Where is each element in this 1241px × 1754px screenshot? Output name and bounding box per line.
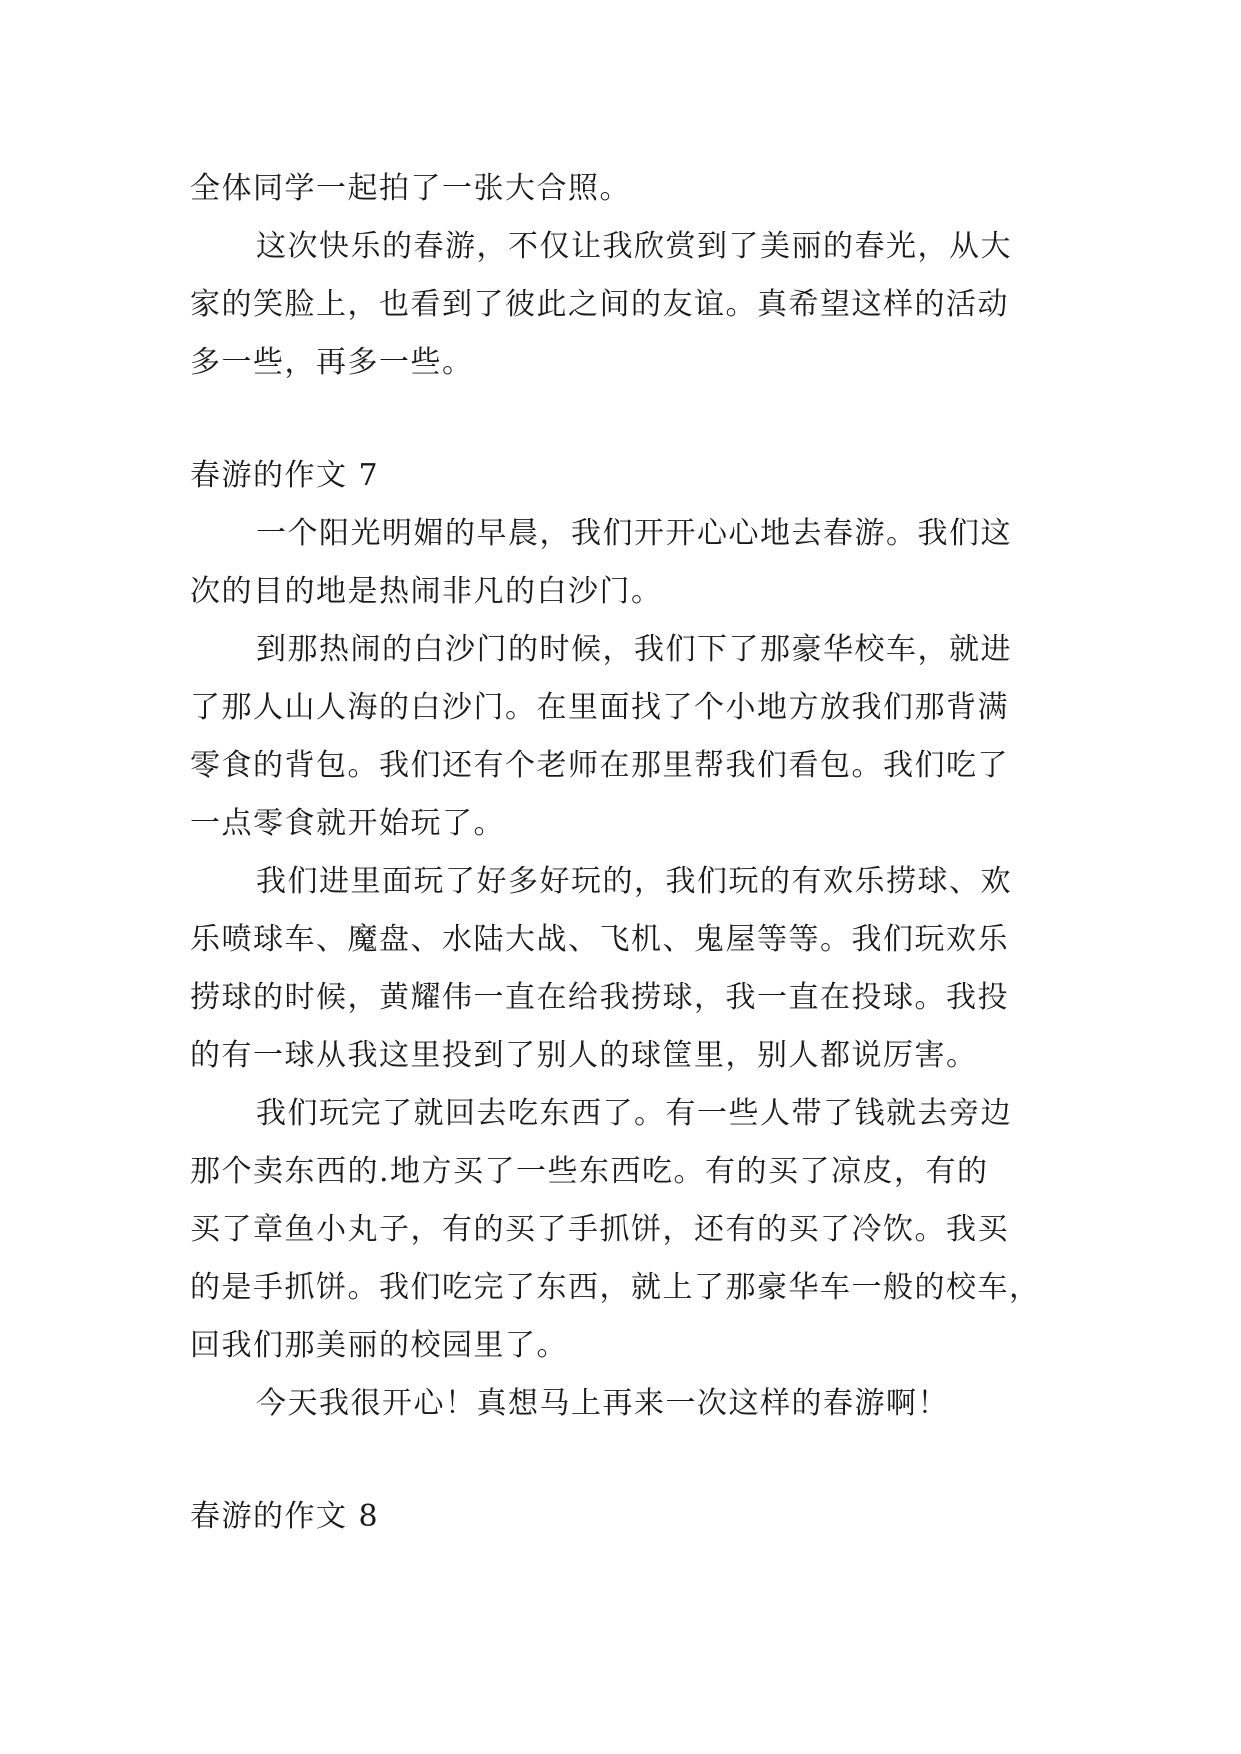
text-line: 乐喷球车、魔盘、水陆大战、飞机、鬼屋等等。我们玩欢乐 bbox=[190, 922, 1009, 957]
text-line: 的有一球从我这里投到了别人的球筐里，别人都说厉害。 bbox=[190, 1038, 978, 1073]
text-line: 家的笑脸上，也看到了彼此之间的友谊。真希望这样的活动 bbox=[190, 287, 1009, 322]
section-heading: 春游的作文 7 bbox=[190, 458, 380, 493]
text-line: 我们进里面玩了好多好玩的，我们玩的有欢乐捞球、欢 bbox=[256, 864, 1012, 899]
text-line: 捞球的时候，黄耀伟一直在给我捞球，我一直在投球。我投 bbox=[190, 980, 1009, 1015]
text-line: 多一些，再多一些。 bbox=[190, 345, 474, 380]
text-line: 一个阳光明媚的早晨，我们开开心心地去春游。我们这 bbox=[256, 516, 1012, 551]
section-heading: 春游的作文 8 bbox=[190, 1499, 380, 1534]
text-line: 我们玩完了就回去吃东西了。有一些人带了钱就去旁边 bbox=[256, 1096, 1012, 1131]
text-line: 那个卖东西的.地方买了一些东西吃。有的买了凉皮，有的 bbox=[190, 1154, 989, 1189]
text-line: 的是手抓饼。我们吃完了东西，就上了那豪华车一般的校车， bbox=[190, 1270, 1041, 1305]
text-line: 买了章鱼小丸子，有的买了手抓饼，还有的买了冷饮。我买 bbox=[190, 1212, 1009, 1247]
text-line: 全体同学一起拍了一张大合照。 bbox=[190, 171, 631, 206]
text-line: 今天我很开心！真想马上再来一次这样的春游啊！ bbox=[256, 1386, 949, 1421]
text-line: 到那热闹的白沙门的时候，我们下了那豪华校车，就进 bbox=[256, 632, 1012, 667]
paragraph-gap bbox=[190, 1433, 1060, 1488]
text-line: 次的目的地是热闹非凡的白沙门。 bbox=[190, 574, 663, 609]
text-line: 零食的背包。我们还有个老师在那里帮我们看包。我们吃了 bbox=[190, 748, 1009, 783]
text-line: 回我们那美丽的校园里了。 bbox=[190, 1328, 568, 1363]
text-line: 这次快乐的春游，不仅让我欣赏到了美丽的春光，从大 bbox=[256, 229, 1012, 264]
document-page bbox=[190, 160, 1060, 1546]
paragraph-gap bbox=[190, 392, 1060, 447]
text-line: 了那人山人海的白沙门。在里面找了个小地方放我们那背满 bbox=[190, 690, 1009, 725]
text-line: 一点零食就开始玩了。 bbox=[190, 806, 505, 841]
